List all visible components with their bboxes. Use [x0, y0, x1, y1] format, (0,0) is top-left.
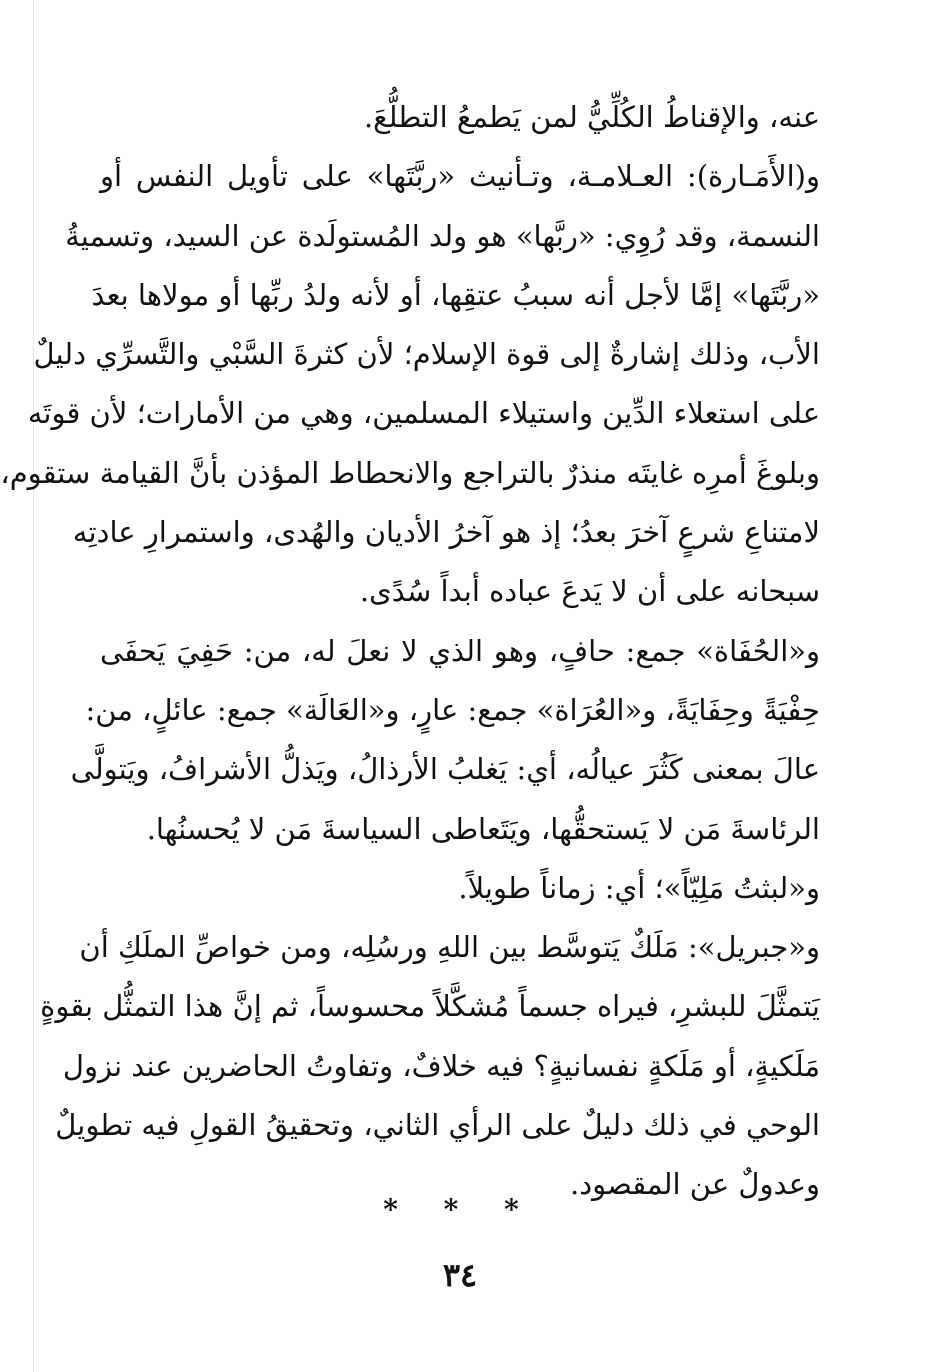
text-line: يَتمثَّلَ للبشرِ، فيراه جسماً مُشكَّلاً محسوساً، ثم إنَّ هذا التمثُّل بقوةٍ	[40, 989, 820, 1024]
text-line: وعدولٌ عن المقصود.	[569, 1167, 820, 1202]
text-line: و(الأَمَـارة): العـلامـة، وتـأنيث «ربَّتَها» على تأويل النفس أو	[100, 159, 820, 194]
section-divider: * * *	[383, 1193, 537, 1226]
book-page	[0, 88, 820, 1338]
text-line: على استعلاء الدِّين واستيلاء المسلمين، وهي من الأمارات؛ لأن قوتَه	[27, 396, 820, 431]
text-line: و«الحُفَاة» جمع: حافٍ، وهو الذي لا نعلَ له، من: حَفِيَ يَحفَى	[100, 633, 820, 668]
text-line: مَلَكيةٍ، أو مَلَكةٍ نفسانيةٍ؟ فيه خلافٌ، وتفاوتُ الحاضرين عند نزول	[62, 1048, 820, 1083]
text-line: وبلوغَ أمرِه غايتَه منذرٌ بالتراجع والانحطاط المؤذن بأنَّ القيامة ستقوم،	[0, 455, 820, 490]
text-line: لامتناعِ شرعٍ آخرَ بعدُ؛ إذ هو آخرُ الأديان والهُدى، واستمرارِ عادتِه	[72, 515, 820, 550]
text-line: «ربَّتَها» إمَّا لأجل أنه سببُ عتقِها، أو لأنه ولدُ ربِّها أو مولاها بعدَ	[91, 277, 820, 312]
text-line: عالَ بمعنى كَثُرَ عيالُه، أي: يَغلبُ الأرذالُ، ويَذلُّ الأشرافُ، ويَتولَّى	[70, 752, 820, 787]
text-line: الوحي في ذلك دليلٌ على الرأي الثاني، وتحقيقُ القولِ فيه تطويلٌ	[55, 1108, 820, 1143]
paragraph-3	[70, 622, 820, 859]
paragraph-4	[100, 859, 820, 918]
text-line: و«جبريل»: مَلَكٌ يَتوسَّط بين اللهِ ورسُلِه، ومن خواصِّ الملَكِ أن	[79, 930, 820, 965]
page-number: ٣٤	[442, 1256, 478, 1294]
text-line: و«لبثتُ مَلِيّاً»؛ أي: زماناً طويلاً.	[458, 870, 820, 905]
paragraph-2	[0, 147, 820, 621]
text-line: النسمة، وقد رُوِي: «ربَّها» هو ولد المُستولَدة عن السيد، وتسميةُ	[65, 218, 820, 253]
page-edge-line	[33, 0, 34, 1372]
paragraph-5	[40, 918, 820, 1214]
text-line: سبحانه على أن لا يَدعَ عباده أبداً سُدًى.	[359, 574, 820, 609]
text-line: حِفْيَةً وحِفَايَةً، و«العُرَاة» جمع: عارٍ، و«العَالَة» جمع: عائلٍ، من:	[85, 692, 820, 727]
text-line: الرئاسةَ مَن لا يَستحقُّها، ويَتَعاطى السياسةَ مَن لا يُحسنُها.	[146, 811, 820, 846]
paragraph-1	[100, 88, 820, 147]
text-line: عنه، والإقناطُ الكُلِّيُّ لمن يَطمعُ التطلُّعَ.	[363, 100, 820, 134]
text-line: الأب، وذلك إشارةٌ إلى قوة الإسلام؛ لأن كثرةَ السَّبْي والتَّسرِّي دليلٌ	[33, 337, 820, 372]
